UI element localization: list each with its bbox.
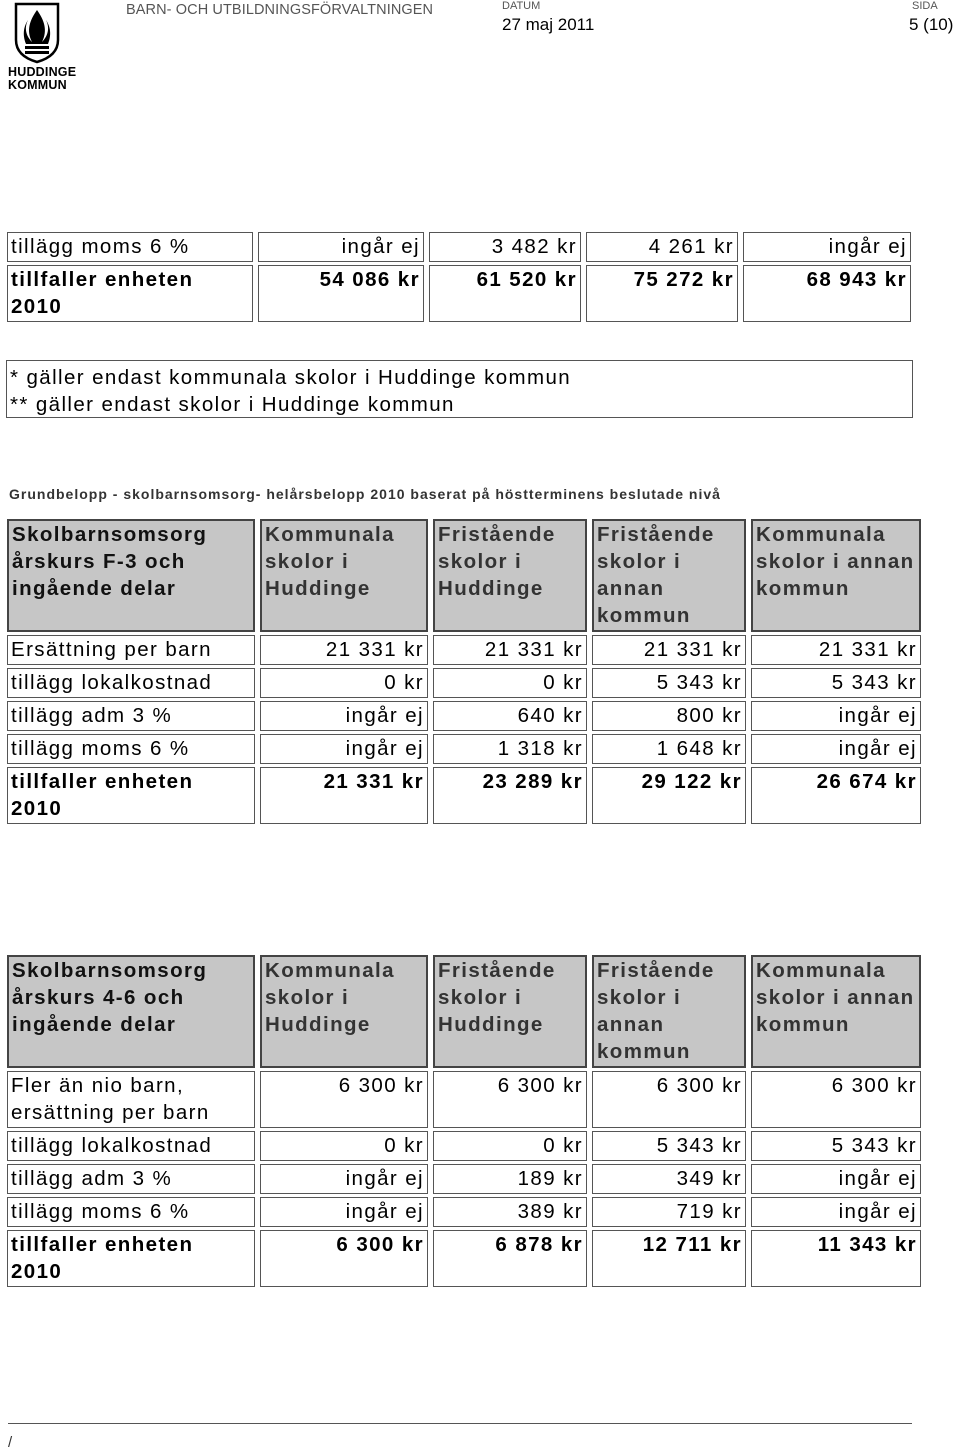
table_46-row — [7, 1230, 921, 1287]
table_f3-cell: 1 648 kr — [592, 734, 746, 764]
top_table-cell: ingår ej — [743, 232, 911, 262]
table-f3-head — [7, 519, 921, 632]
crest-icon — [12, 2, 62, 64]
table_46-row-label: Fler än nio barn, ersättning per barn — [7, 1071, 255, 1128]
top_table-row — [7, 232, 911, 262]
table-4-6-body — [7, 1071, 921, 1287]
footnotes — [6, 360, 913, 418]
table_46-cell: 0 kr — [433, 1131, 587, 1161]
table_f3-row — [7, 701, 921, 731]
table_f3-cell: 21 331 kr — [592, 635, 746, 665]
table_46-row-label: tillägg moms 6 % — [7, 1197, 255, 1227]
table_f3-cell: 21 331 kr — [260, 635, 428, 665]
table_f3-cell: 29 122 kr — [592, 767, 746, 824]
table_46-cell: 11 343 kr — [751, 1230, 921, 1287]
top_table-cell: 4 261 kr — [586, 232, 738, 262]
table_f3-row — [7, 635, 921, 665]
table_46-row-label: tillägg lokalkostnad — [7, 1131, 255, 1161]
table_f3-row — [7, 734, 921, 764]
table_46-cell: 6 878 kr — [433, 1230, 587, 1287]
table_46-cell: 5 343 kr — [592, 1131, 746, 1161]
table-4-6-head — [7, 955, 921, 1068]
table_46-cell: 389 kr — [433, 1197, 587, 1227]
table_f3-row — [7, 767, 921, 824]
table_46-cell: 719 kr — [592, 1197, 746, 1227]
table_46-cell: 349 kr — [592, 1164, 746, 1194]
table_46-row — [7, 1131, 921, 1161]
table_f3-cell: 23 289 kr — [433, 767, 587, 824]
table_f3-cell: ingår ej — [260, 701, 428, 731]
table_f3-cell: 800 kr — [592, 701, 746, 731]
table_46-column-header: Kommunala skolor i Huddinge — [260, 955, 428, 1068]
table_f3-row-label: tillägg lokalkostnad — [7, 668, 255, 698]
table_46-column-header: Fristående skolor i annan kommun — [592, 955, 746, 1068]
table_46-cell: ingår ej — [260, 1197, 428, 1227]
footer-text: / — [8, 1434, 13, 1451]
table_46-cell: 189 kr — [433, 1164, 587, 1194]
top_table-cell: 54 086 kr — [258, 265, 424, 322]
table_f3-column-header: Kommunala skolor i Huddinge — [260, 519, 428, 632]
table-f3-body — [7, 635, 921, 824]
date-label: DATUM — [502, 0, 541, 12]
table_f3-cell: 1 318 kr — [433, 734, 587, 764]
table-f3 — [2, 516, 926, 827]
table_46-cell: 6 300 kr — [433, 1071, 587, 1128]
table_f3-cell: 26 674 kr — [751, 767, 921, 824]
table_46-row — [7, 1197, 921, 1227]
top_table-cell: 3 482 kr — [429, 232, 581, 262]
table_46-header-row — [7, 955, 921, 1068]
section-caption: Grundbelopp - skolbarnsomsorg- helårsbelopp 2010 baserat på höstterminens beslutade nivå — [9, 486, 721, 502]
table_f3-row-label: tillfaller enheten 2010 — [7, 767, 255, 824]
table_46-row — [7, 1164, 921, 1194]
table_f3-cell: 21 331 kr — [260, 767, 428, 824]
table_46-cell: ingår ej — [260, 1164, 428, 1194]
table_46-row — [7, 1071, 921, 1128]
table_f3-cell: ingår ej — [751, 734, 921, 764]
table_46-cell: ingår ej — [751, 1197, 921, 1227]
table_46-cell: 6 300 kr — [592, 1071, 746, 1128]
table_f3-cell: 0 kr — [260, 668, 428, 698]
table_46-cell: 12 711 kr — [592, 1230, 746, 1287]
table_46-cell: 5 343 kr — [751, 1131, 921, 1161]
page-number: 5 (10) — [909, 15, 954, 34]
footnote-2: ** gäller endast skolor i Huddinge kommun — [10, 393, 455, 416]
logo-text: HUDDINGE KOMMUN — [8, 65, 77, 92]
table_46-cell: 0 kr — [260, 1131, 428, 1161]
top_table-row-label: tillfaller enheten 2010 — [7, 265, 253, 322]
organization-name: BARN- OCH UTBILDNINGSFÖRVALTNINGEN — [126, 2, 434, 18]
table_f3-cell: 21 331 kr — [751, 635, 921, 665]
top_table-row-label: tillägg moms 6 % — [7, 232, 253, 262]
table_f3-column-header: Fristående skolor i Huddinge — [433, 519, 587, 632]
table_f3-row-label: tillägg adm 3 % — [7, 701, 255, 731]
table_f3-column-header: Kommunala skolor i annan kommun — [751, 519, 921, 632]
table_f3-row-label: Ersättning per barn — [7, 635, 255, 665]
table_46-row-label: tillfaller enheten 2010 — [7, 1230, 255, 1287]
date-value: 27 maj 2011 — [502, 15, 595, 34]
table_46-cell: 6 300 kr — [260, 1230, 428, 1287]
table_46-cell: ingår ej — [751, 1164, 921, 1194]
page-label: SIDA — [912, 0, 938, 12]
table_f3-cell: 21 331 kr — [433, 635, 587, 665]
table_f3-header-row — [7, 519, 921, 632]
table_46-column-header: Skolbarnsomsorg årskurs 4-6 och ingående delar — [7, 955, 255, 1068]
table_46-cell: 6 300 kr — [751, 1071, 921, 1128]
table_f3-cell: 5 343 kr — [751, 668, 921, 698]
top-table-body — [7, 232, 911, 322]
table_46-column-header: Fristående skolor i Huddinge — [433, 955, 587, 1068]
top_table-row — [7, 265, 911, 322]
top_table-cell: 61 520 kr — [429, 265, 581, 322]
table_f3-cell: 0 kr — [433, 668, 587, 698]
table_f3-row-label: tillägg moms 6 % — [7, 734, 255, 764]
table_46-column-header: Kommunala skolor i annan kommun — [751, 955, 921, 1068]
table_f3-cell: ingår ej — [260, 734, 428, 764]
top_table-cell: 75 272 kr — [586, 265, 738, 322]
table_f3-row — [7, 668, 921, 698]
table_f3-cell: ingår ej — [751, 701, 921, 731]
top_table-cell: ingår ej — [258, 232, 424, 262]
table_46-cell: 6 300 kr — [260, 1071, 428, 1128]
table_f3-cell: 5 343 kr — [592, 668, 746, 698]
table_46-row-label: tillägg adm 3 % — [7, 1164, 255, 1194]
table_f3-column-header: Skolbarnsomsorg årskurs F-3 och ingående delar — [7, 519, 255, 632]
table-4-6 — [2, 952, 926, 1290]
top-continuation-table — [2, 229, 916, 325]
footer-divider — [8, 1423, 912, 1424]
footnote-1: * gäller endast kommunala skolor i Huddinge kommun — [10, 366, 572, 389]
table_f3-column-header: Fristående skolor i annan kommun — [592, 519, 746, 632]
top_table-cell: 68 943 kr — [743, 265, 911, 322]
table_f3-cell: 640 kr — [433, 701, 587, 731]
huddinge-logo — [8, 2, 78, 92]
